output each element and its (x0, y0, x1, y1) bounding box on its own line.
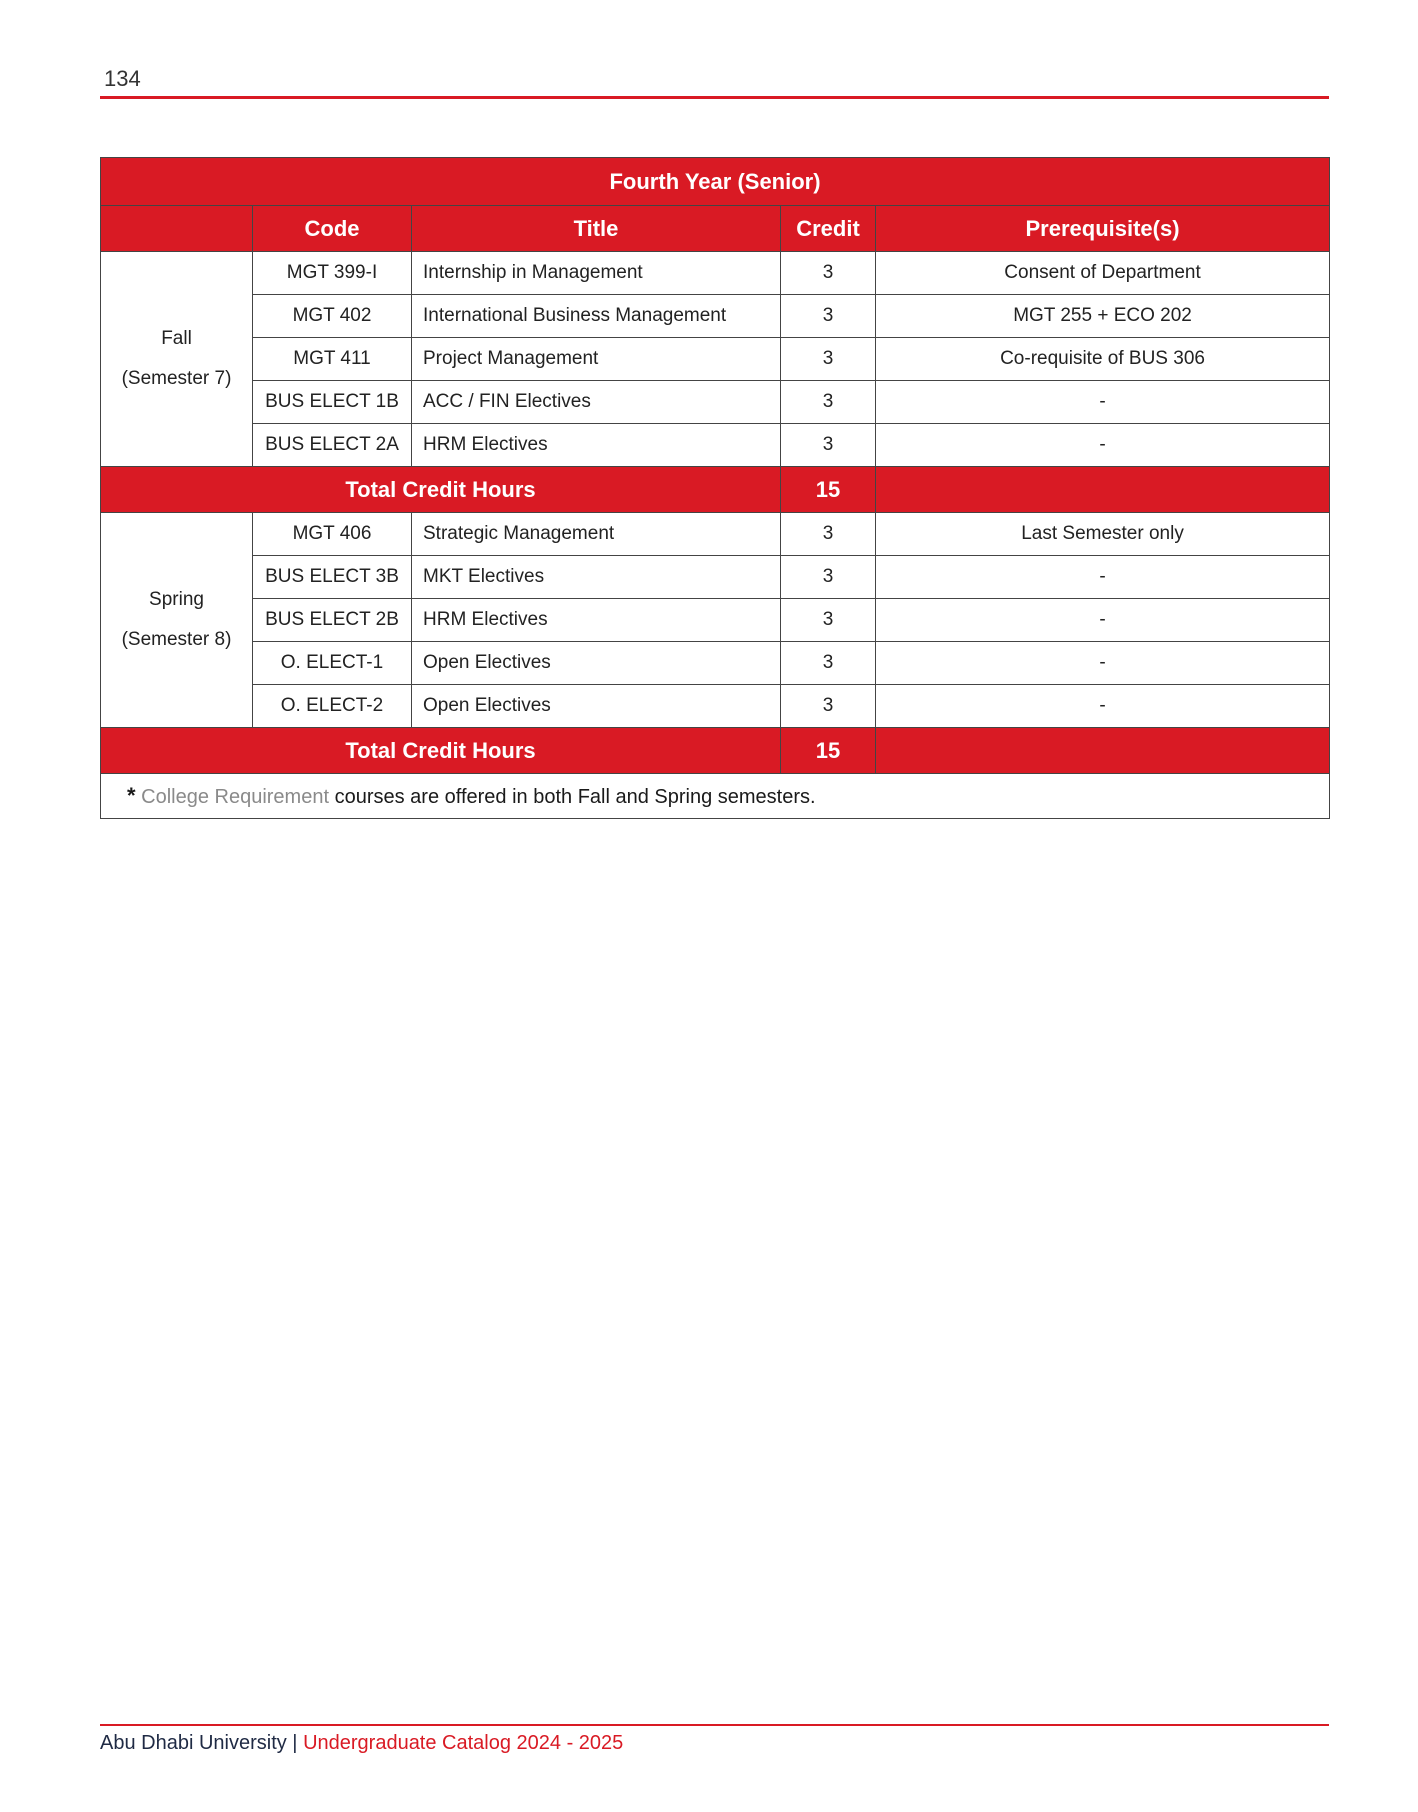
course-prereq: - (876, 424, 1330, 467)
table-title: Fourth Year (Senior) (101, 158, 1330, 206)
course-title: Internship in Management (412, 252, 781, 295)
total-label: Total Credit Hours (101, 467, 781, 513)
table-row (101, 642, 1330, 685)
semester-sub: (Semester 7) (121, 368, 232, 389)
total-row-spring (101, 728, 1330, 774)
semester-cell-spring (101, 513, 253, 728)
semester-name: Fall (161, 328, 192, 349)
note-star: * (127, 783, 136, 808)
total-row-fall (101, 467, 1330, 513)
course-credit: 3 (781, 556, 876, 599)
course-credit: 3 (781, 424, 876, 467)
course-table (100, 157, 1330, 819)
course-title: Project Management (412, 338, 781, 381)
course-code: MGT 406 (253, 513, 412, 556)
table-row (101, 556, 1330, 599)
course-prereq: Co-requisite of BUS 306 (876, 338, 1330, 381)
semester-sub: (Semester 8) (121, 629, 232, 650)
course-credit: 3 (781, 381, 876, 424)
course-title: ACC / FIN Electives (412, 381, 781, 424)
course-title: HRM Electives (412, 599, 781, 642)
course-prereq: - (876, 599, 1330, 642)
table-header-row (101, 206, 1330, 252)
course-prereq: - (876, 556, 1330, 599)
header-code: Code (253, 206, 412, 252)
table-row (101, 295, 1330, 338)
footer-separator: | (286, 1732, 304, 1754)
course-prereq: - (876, 381, 1330, 424)
course-credit: 3 (781, 642, 876, 685)
note-highlight: College Requirement (141, 786, 330, 808)
header-prereq: Prerequisite(s) (876, 206, 1330, 252)
course-code: MGT 402 (253, 295, 412, 338)
course-code: MGT 399-I (253, 252, 412, 295)
course-credit: 3 (781, 338, 876, 381)
header-title: Title (412, 206, 781, 252)
course-credit: 3 (781, 252, 876, 295)
page-number: 134 (104, 66, 141, 91)
course-title: MKT Electives (412, 556, 781, 599)
course-code: BUS ELECT 2A (253, 424, 412, 467)
table-row (101, 381, 1330, 424)
table-title-row (101, 158, 1330, 206)
course-title: Open Electives (412, 642, 781, 685)
total-blank (876, 467, 1330, 513)
total-value: 15 (781, 467, 876, 513)
course-prereq: Last Semester only (876, 513, 1330, 556)
note-row (101, 774, 1330, 819)
course-title: Open Electives (412, 685, 781, 728)
header-credit: Credit (781, 206, 876, 252)
course-code: MGT 411 (253, 338, 412, 381)
course-credit: 3 (781, 599, 876, 642)
table-row (101, 513, 1330, 556)
course-code: O. ELECT-1 (253, 642, 412, 685)
course-code: BUS ELECT 1B (253, 381, 412, 424)
course-credit: 3 (781, 295, 876, 338)
course-credit: 3 (781, 685, 876, 728)
total-label: Total Credit Hours (101, 728, 781, 774)
note-text: courses are offered in both Fall and Spring semesters. (329, 786, 816, 808)
course-prereq: - (876, 685, 1330, 728)
table-row (101, 424, 1330, 467)
table-row (101, 338, 1330, 381)
bottom-divider (100, 1724, 1329, 1726)
header-semester-blank (101, 206, 253, 252)
table-row (101, 252, 1330, 295)
course-credit: 3 (781, 513, 876, 556)
course-title: Strategic Management (412, 513, 781, 556)
course-title: International Business Management (412, 295, 781, 338)
footer-org: Abu Dhabi University (100, 1732, 287, 1754)
total-value: 15 (781, 728, 876, 774)
footer-catalog: Undergraduate Catalog 2024 - 2025 (303, 1732, 624, 1754)
course-code: O. ELECT-2 (253, 685, 412, 728)
semester-name: Spring (149, 589, 204, 610)
course-code: BUS ELECT 2B (253, 599, 412, 642)
course-prereq: MGT 255 + ECO 202 (876, 295, 1330, 338)
footer (100, 1732, 623, 1755)
total-blank (876, 728, 1330, 774)
course-prereq: - (876, 642, 1330, 685)
note-cell (101, 774, 1330, 819)
course-prereq: Consent of Department (876, 252, 1330, 295)
course-title: HRM Electives (412, 424, 781, 467)
semester-cell-fall (101, 252, 253, 467)
top-divider (100, 96, 1329, 99)
table-row (101, 599, 1330, 642)
table-row (101, 685, 1330, 728)
course-code: BUS ELECT 3B (253, 556, 412, 599)
